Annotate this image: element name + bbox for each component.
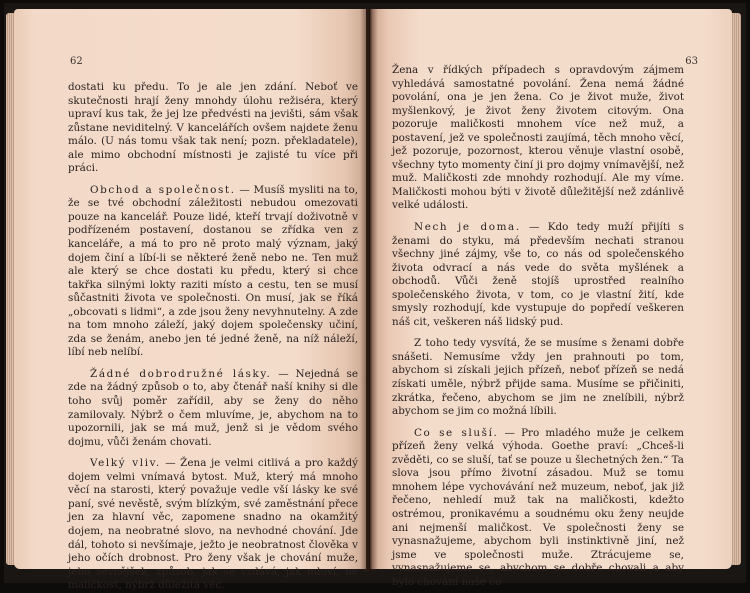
paragraph bbox=[68, 368, 358, 449]
book-gutter bbox=[360, 9, 378, 571]
page-text bbox=[68, 81, 358, 593]
section-heading: Nech je doma. bbox=[414, 221, 521, 234]
paragraph bbox=[68, 184, 358, 360]
section-heading: Co se sluší. bbox=[414, 426, 499, 439]
paragraph bbox=[68, 457, 358, 592]
page-number: 62 bbox=[70, 56, 83, 67]
paragraph-text: dostati ku předu. To je ale jen zdání. Neboť ve skutečnosti hrají ženy mnohdy úlohu režiséra, který upraví kus tak, že jej lze předvésti na jevišti, sám však zůstane neviditelný. V kancelářích ovšem najdete ženu málo. (U nás tomu však tak není; pozn. překladatele), ale mimo obchodní místnosti je zajisté tu více při práci. bbox=[68, 81, 358, 175]
paragraph bbox=[392, 221, 684, 329]
page-text bbox=[392, 64, 684, 589]
open-book bbox=[4, 3, 746, 592]
paragraph bbox=[392, 337, 684, 418]
paragraph-text: Žena v řídkých případech s opravdovým zájmem vyhledává samostatné povolání. Žena nemá žádné povolání, ona je jen žena. Co je život muže, život myšlenkový, je život ženy životem citovým. Ona pozoruje maličkosti mnohem více než muž, a postavení, jež ve společnosti zaujímá, těch mnoho věcí, jež pozoruje, pozornost, kterou věnuje vlastní osobě, všechny tyto momenty činí ji pro dojmy vnímavější, než muž. Maličkosti zde mnohdy rozhodují. Ale my víme. Maličkosti mohou býti v životě důležitější než zdánlivě velké události. bbox=[392, 64, 684, 212]
section-heading: Žádné dobrodružné lásky. bbox=[90, 367, 272, 380]
paragraph bbox=[68, 81, 358, 176]
page-edges-right bbox=[732, 13, 741, 565]
paragraph bbox=[392, 64, 684, 213]
right-page bbox=[370, 9, 732, 588]
section-heading: Velký vliv. bbox=[90, 457, 161, 470]
left-page bbox=[14, 9, 366, 592]
paragraph-text: — Musíš mysliti na to, že se tvé obchodní záležitosti nebudou omezovati pouze na kancelář. Pouze lidé, kteří trvají doživotně v podřízeném postavení, dostanou se zřídka ven z kanceláře, a má to pro ně proto malý význam, jaký dojem činí a líbí-li se některé ženě nebo ne. Ten muž ale který se chce dostati ku předu, který si chce takřka silnými lokty raziti místo a cestu, ten se musí sůčastniti života ve společnosti. On musí, jak se říká „obcovati s lidmi“, a zde jsou ženy nevyhnutelny. A zde na tom mnoho záleží, jaký dojem společensky učiní, zda se ženám, anebo jen té jedné ženě, na níž náleží, líbí neb nelíbí. bbox=[68, 183, 359, 359]
page-number: 63 bbox=[685, 56, 698, 67]
paragraph-text: — Nejedná se zde na žádný způsob o to, aby čtenář naší knihy si dle toho svůj poměr zařídil, aby se ženy do něho zamilovaly. Nýbrž o čem mluvíme, je, abychom na to upozornili, jak se má muž, jenž si je vědom svého dojmu, vůči ženám chovati. bbox=[68, 367, 358, 448]
paragraph-text: — Kdo tedy muží přijíti s ženami do styku, má především nechati stranou všechny jiné zájmy, vše to, co nás od společenského života odvrací a nás vede do světa myšlének a obchodů. Vůči ženě stojíš uprostřed realního společenského života, v tom, co je vlastní žití, kde smysly rozhodují, kde vystupuje do popředí veškeren náš cit, veškeren náš lidský pud. bbox=[392, 221, 684, 328]
paragraph-text: Z toho tedy vysvítá, že se musíme s ženami dobře snášeti. Nemusíme vždy jen prahnouti po tom, abychom si získali jejich přízeň, neboť přízeň se nedá získati uměle, nýbrž přijde sama. Musíme se přičiniti, zkrátka, řečeno, abychom se jim ne znelíbili, nýbrž abychom se jim co možná líbili. bbox=[392, 337, 684, 418]
paragraph-text: — Pro mladého muže je celkem přízeň ženy velká výhoda. Goethe praví: „Chceš-li zvěděti, co se sluší, tať se pouze u šlechetných žen.“ Ta slova jsou přímo životní zásadou. Muž se tomu mnohem lépe vychovávání než muzeum, neboť, jak již řečeno, nehledí muž tak na maličkosti, kdežto ostrémou, pronikavému a soudnému oku ženy neujde ani nejmenší maličkost. Ve společnosti ženy se vynasnažujeme, abychom byli instinktivně jiní, než jsme ve společnosti muže. Ztrácujeme se, vynasnažujeme se, abychom se dobře chovali a aby bylo chování naše co bbox=[392, 426, 684, 588]
section-heading: Obchod a společnost. bbox=[90, 183, 236, 196]
paragraph-text: — Žena je velmi citlivá a pro každý dojem velmi vnímavá bytost. Muž, který má mnoho věcí na starosti, který považuje vedle vší lásky ke své paní, své nevěstě, svým blízkým, své zaměstnání přece jen za hlavní věc, zapomene snadno na okamžitý dojem, na neobratné slovo, na nevhodné chování. Jde dál, tohoto si nevšímaje, ježto je neobratnost člověka v jeho očích drobnost. Pro ženy však je chování muže, jeho zevnějšek, způsob, jak se vzdává, jak mluví, ne maličkost, nýbrž důležitá věc. bbox=[68, 457, 359, 592]
paragraph bbox=[392, 427, 684, 590]
